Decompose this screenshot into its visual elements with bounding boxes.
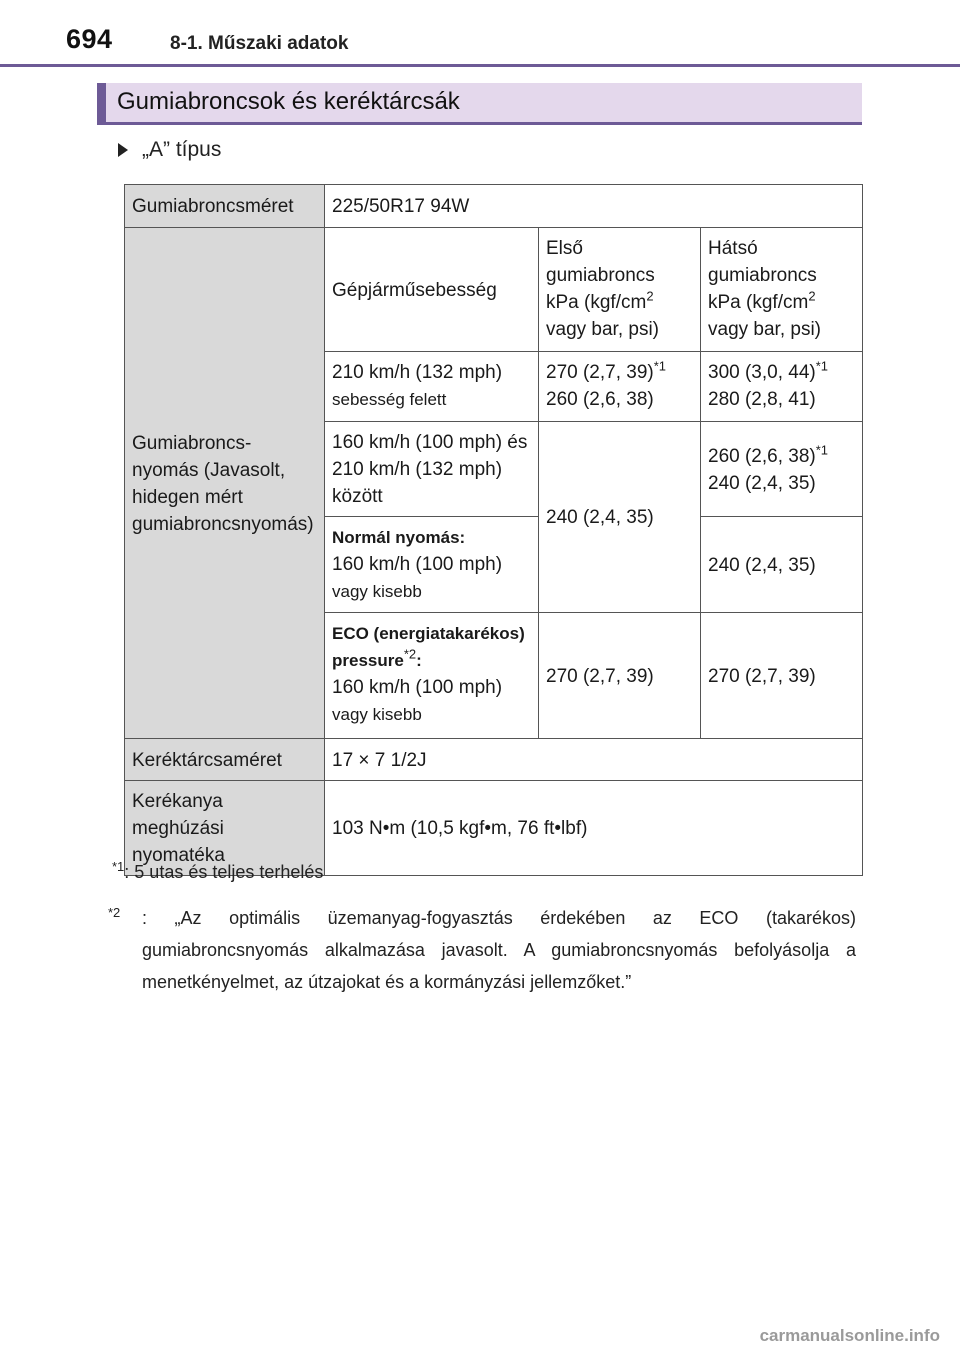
col-speed-header: Gépjárműsebesség xyxy=(325,228,539,352)
row2-speed: 160 km/h (100 mph) és 210 km/h (132 mph) között xyxy=(325,422,539,517)
footnote-ref: *1 xyxy=(653,358,667,374)
col-front-title: Első gumiabroncs xyxy=(546,238,655,286)
page-number: 694 xyxy=(66,24,113,54)
footnote-ref: *1 xyxy=(815,442,829,458)
row4-rear: 270 (2,7, 39) xyxy=(701,613,863,739)
tire-size-label: Gumiabroncsméret xyxy=(125,185,325,228)
subtype-label xyxy=(118,138,221,162)
row2-rear: 260 (2,6, 38)$^{*1}$ 240 (2,4, 35) xyxy=(701,422,863,517)
table-row xyxy=(125,228,863,352)
subtype-text: „A” típus xyxy=(142,138,222,161)
footnote-2-mark: *2 xyxy=(108,905,121,920)
footnote-1-mark: *1 xyxy=(112,859,125,874)
rim-size-value: 17 × 7 1/2J xyxy=(325,739,863,781)
table-row xyxy=(125,739,863,781)
row3-rear: 240 (2,4, 35) xyxy=(701,517,863,613)
page-header xyxy=(0,0,960,68)
row3-speed: Normál nyomás: 160 km/h (100 mph) vagy kisebb xyxy=(325,517,539,613)
col-rear-title: Hátsó gumiabroncs xyxy=(708,238,817,286)
pressure-label: Gumiabroncs-nyomás (Javasolt, hidegen mért gumiabroncsnyomás) xyxy=(125,228,325,739)
footnote-ref: *2 xyxy=(403,646,417,662)
section-title: Gumiabroncsok és keréktárcsák xyxy=(117,88,460,115)
footnote-ref: *1 xyxy=(815,358,829,374)
footnote-1-text: : 5 utas és teljes terhelés xyxy=(124,862,324,882)
col-rear-unit-b: vagy bar, psi) xyxy=(708,319,821,340)
chapter-title: 8-1. Műszaki adatok xyxy=(170,33,349,54)
section-heading xyxy=(97,83,862,125)
col-rear-unit: kPa ($kgf/cm^2$ xyxy=(708,288,816,313)
section-heading-accent-bar xyxy=(97,83,106,125)
footnote-2-text: : „Az optimális üzemanyag-fogyasztás érdekében az ECO (takarékos) gumiabroncsnyomás alkalmazása javasolt. A gumiabroncsnyomás befolyásolja a menetkényelmet, az útzajokat és a kormányzási jellemzőket.” xyxy=(142,908,856,992)
table-row xyxy=(125,185,863,228)
col-front-header xyxy=(539,228,701,352)
header-divider xyxy=(0,64,960,67)
row1-front: 270 (2,7, 39)$^{*1}$ 260 (2,6, 38) xyxy=(539,352,701,422)
row1-rear: 300 (3,0, 44)$^{*1}$ 280 (2,8, 41) xyxy=(701,352,863,422)
triangle-bullet-icon xyxy=(118,143,128,157)
footnote-2 xyxy=(108,902,856,998)
rim-size-label: Keréktárcsaméret xyxy=(125,739,325,781)
footnote-1 xyxy=(112,859,324,883)
col-front-unit: kPa ($kgf/cm^2$ xyxy=(546,288,654,313)
row4-speed: ECO (energiatakarékos) pressure$^{*2}$: 160 km/h (100 mph) vagy kisebb xyxy=(325,613,539,739)
col-rear-header xyxy=(701,228,863,352)
row1-speed: 210 km/h (132 mph) sebesség felett xyxy=(325,352,539,422)
torque-label: Kerékanya meghúzási nyomatéka xyxy=(125,781,325,876)
row4-front: 270 (2,7, 39) xyxy=(539,613,701,739)
col-front-unit-b: vagy bar, psi) xyxy=(546,319,659,340)
torque-value: 103 N•m (10,5 kgf•m, 76 ft•lbf) xyxy=(325,781,863,876)
row2-front: 240 (2,4, 35) xyxy=(539,422,701,613)
tire-size-value: 225/50R17 94W xyxy=(325,185,863,228)
spec-table xyxy=(124,184,863,876)
watermark: carmanualsonline.info xyxy=(759,1326,940,1345)
